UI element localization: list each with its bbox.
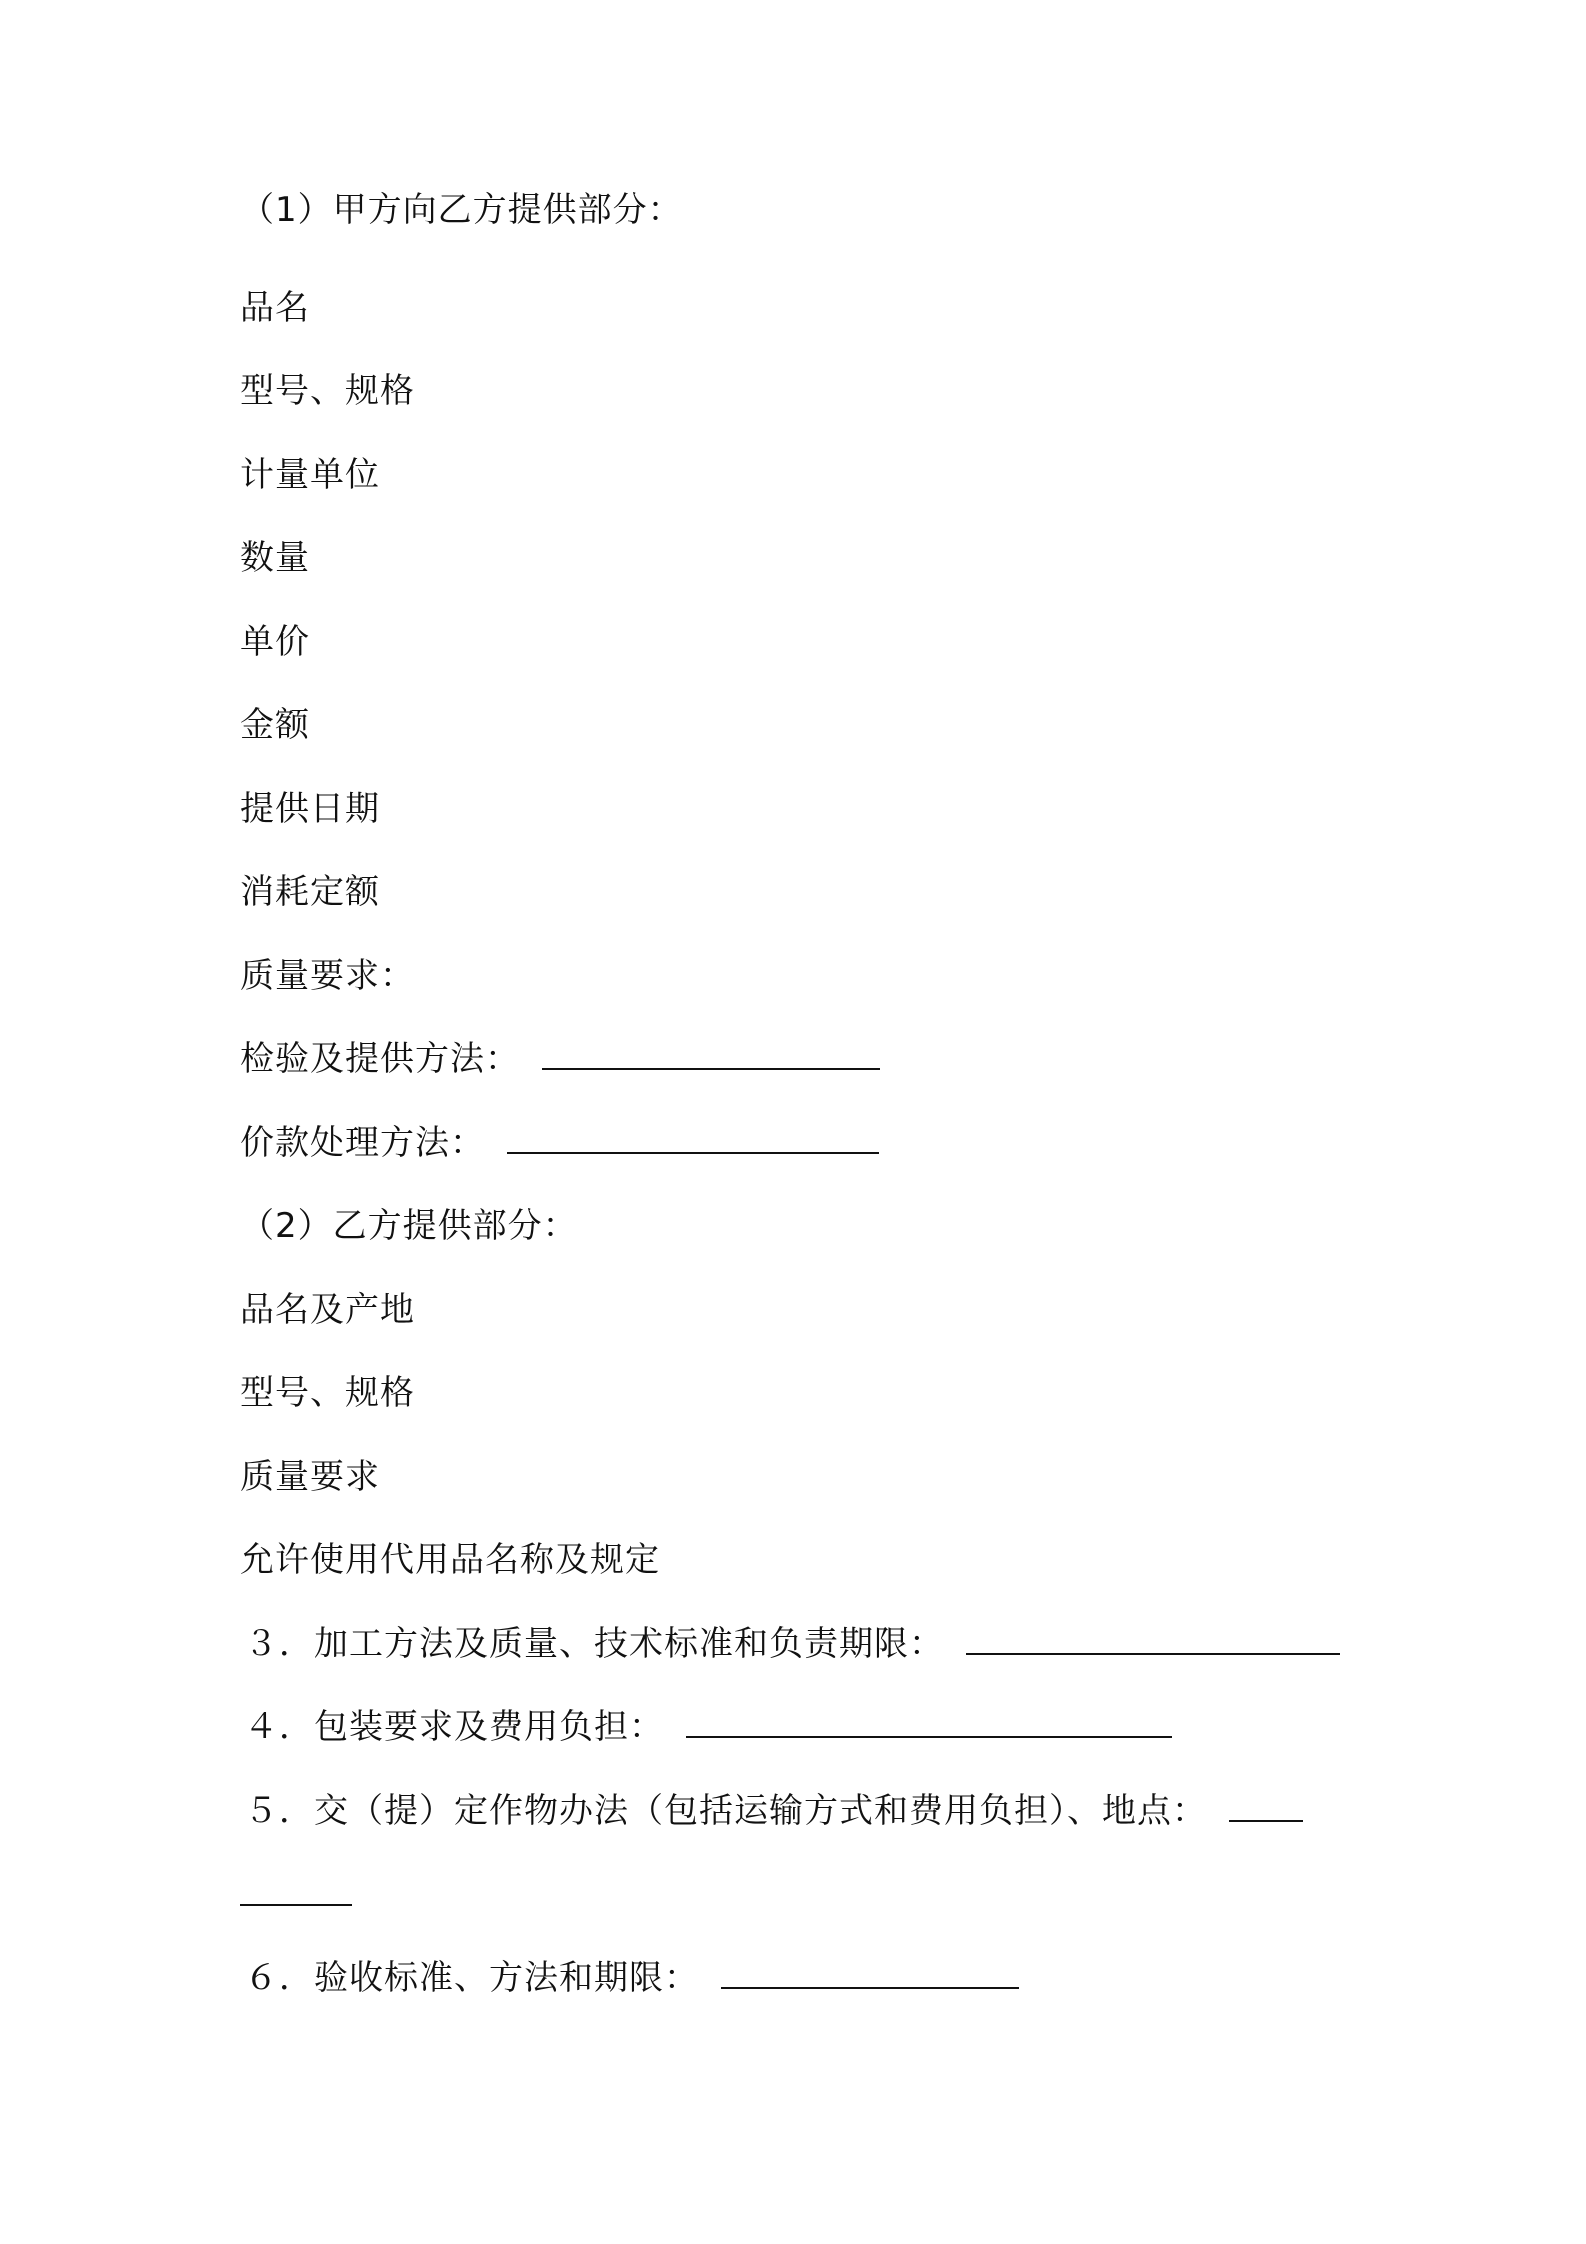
item-product-name-text: 品名 <box>240 288 310 328</box>
item-unit-text: 计量单位 <box>240 455 380 495</box>
item-product-origin <box>240 1285 415 1335</box>
item-substitute-rules <box>240 1535 660 1585</box>
item-amount <box>240 700 310 750</box>
clause-5 <box>244 1786 1303 1836</box>
item-supply-date <box>240 784 380 834</box>
item-substitute-rules-text: 允许使用代用品名称及规定 <box>240 1540 660 1580</box>
section-2-heading <box>240 1201 578 1251</box>
clause-4 <box>244 1702 1172 1752</box>
item-unit <box>240 450 380 500</box>
item-unit-price <box>240 617 310 667</box>
item-payment-method-text: 价款处理方法： <box>240 1123 485 1163</box>
section-1-heading-text: （1）甲方向乙方提供部分： <box>240 190 683 230</box>
clause-4-text: ４．包装要求及费用负担： <box>244 1707 664 1747</box>
item-quality-requirements-text: 质量要求： <box>240 956 415 996</box>
item-model-spec <box>240 366 415 416</box>
clause-4-blank[interactable] <box>686 1702 1172 1738</box>
item-inspection-method-text: 检验及提供方法： <box>240 1039 520 1079</box>
inspection-method-blank[interactable] <box>542 1034 880 1070</box>
item-quantity <box>240 533 310 583</box>
item-amount-text: 金额 <box>240 705 310 745</box>
item-product-name <box>240 283 310 333</box>
clause-6-text: ６．验收标准、方法和期限： <box>244 1958 699 1998</box>
payment-method-blank[interactable] <box>507 1118 879 1154</box>
clause-5-continuation <box>240 1870 352 1920</box>
clause-6 <box>244 1953 1019 2003</box>
item-model-spec-text: 型号、规格 <box>240 371 415 411</box>
clause-6-blank[interactable] <box>721 1953 1019 1989</box>
clause-5-blank-b[interactable] <box>240 1870 352 1906</box>
item-quantity-text: 数量 <box>240 538 310 578</box>
item-payment-method <box>240 1118 879 1168</box>
item-product-origin-text: 品名及产地 <box>240 1290 415 1330</box>
clause-5-text: ５．交（提）定作物办法（包括运输方式和费用负担）、地点： <box>244 1791 1207 1831</box>
section-2-heading-text: （2）乙方提供部分： <box>240 1206 578 1246</box>
clause-3-blank[interactable] <box>966 1619 1340 1655</box>
clause-3-text: ３．加工方法及质量、技术标准和负责期限： <box>244 1624 944 1664</box>
item-inspection-method <box>240 1034 880 1084</box>
item-quality-requirements-2-text: 质量要求 <box>240 1457 380 1497</box>
section-1-heading <box>240 185 683 235</box>
clause-3 <box>244 1619 1340 1669</box>
item-consumption-quota-text: 消耗定额 <box>240 872 380 912</box>
clause-5-blank-a[interactable] <box>1229 1786 1303 1822</box>
item-model-spec-2-text: 型号、规格 <box>240 1373 415 1413</box>
item-unit-price-text: 单价 <box>240 622 310 662</box>
item-quality-requirements <box>240 951 415 1001</box>
item-consumption-quota <box>240 867 380 917</box>
item-supply-date-text: 提供日期 <box>240 789 380 829</box>
item-quality-requirements-2 <box>240 1452 380 1502</box>
item-model-spec-2 <box>240 1368 415 1418</box>
